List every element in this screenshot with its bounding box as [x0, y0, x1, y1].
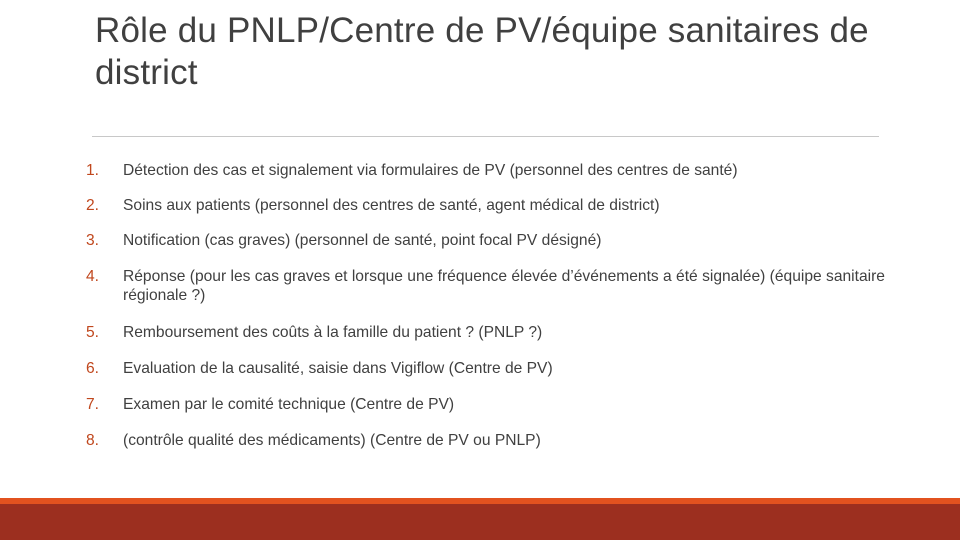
- list-item-text: Remboursement des coûts à la famille du patient ? (PNLP ?): [123, 324, 543, 341]
- list-item-1: [86, 161, 946, 180]
- list-item-5: [86, 323, 946, 342]
- list-item-text: Notification (cas graves) (personnel de santé, point focal PV désigné): [123, 232, 602, 249]
- list-item-text: Evaluation de la causalité, saisie dans Vigiflow (Centre de PV): [123, 360, 553, 377]
- list-item-number: 1.: [86, 162, 100, 179]
- list-item-text: Soins aux patients (personnel des centres de santé, agent médical de district): [123, 197, 660, 214]
- list-item-7: [86, 395, 946, 414]
- list-item-number: 8.: [86, 432, 100, 449]
- list-item-text: Examen par le comité technique (Centre de PV): [123, 396, 455, 413]
- list-item-6: [86, 359, 946, 378]
- list-item-number: 3.: [86, 232, 100, 249]
- list-item-8: [86, 431, 946, 450]
- list-item-2: [86, 196, 946, 215]
- list-item-3: [86, 231, 946, 250]
- slide-title: Rôle du PNLP/Centre de PV/équipe sanitaires de district: [95, 11, 869, 92]
- list-item-number: 5.: [86, 324, 100, 341]
- list-item-number: 2.: [86, 197, 100, 214]
- list-item-text: Réponse (pour les cas graves et lorsque une fréquence élevée d’événements a été signalée) (équipe sanitaire régionale ?): [123, 268, 885, 304]
- list-item-number: 6.: [86, 360, 100, 377]
- list-item-4: [86, 267, 946, 305]
- list-item-text: (contrôle qualité des médicaments) (Centre de PV ou PNLP): [123, 432, 541, 449]
- list-item-text: Détection des cas et signalement via formulaires de PV (personnel des centres de santé): [123, 162, 738, 179]
- footer-bar: [0, 504, 960, 540]
- list-item-number: 4.: [86, 268, 100, 285]
- list-item-number: 7.: [86, 396, 100, 413]
